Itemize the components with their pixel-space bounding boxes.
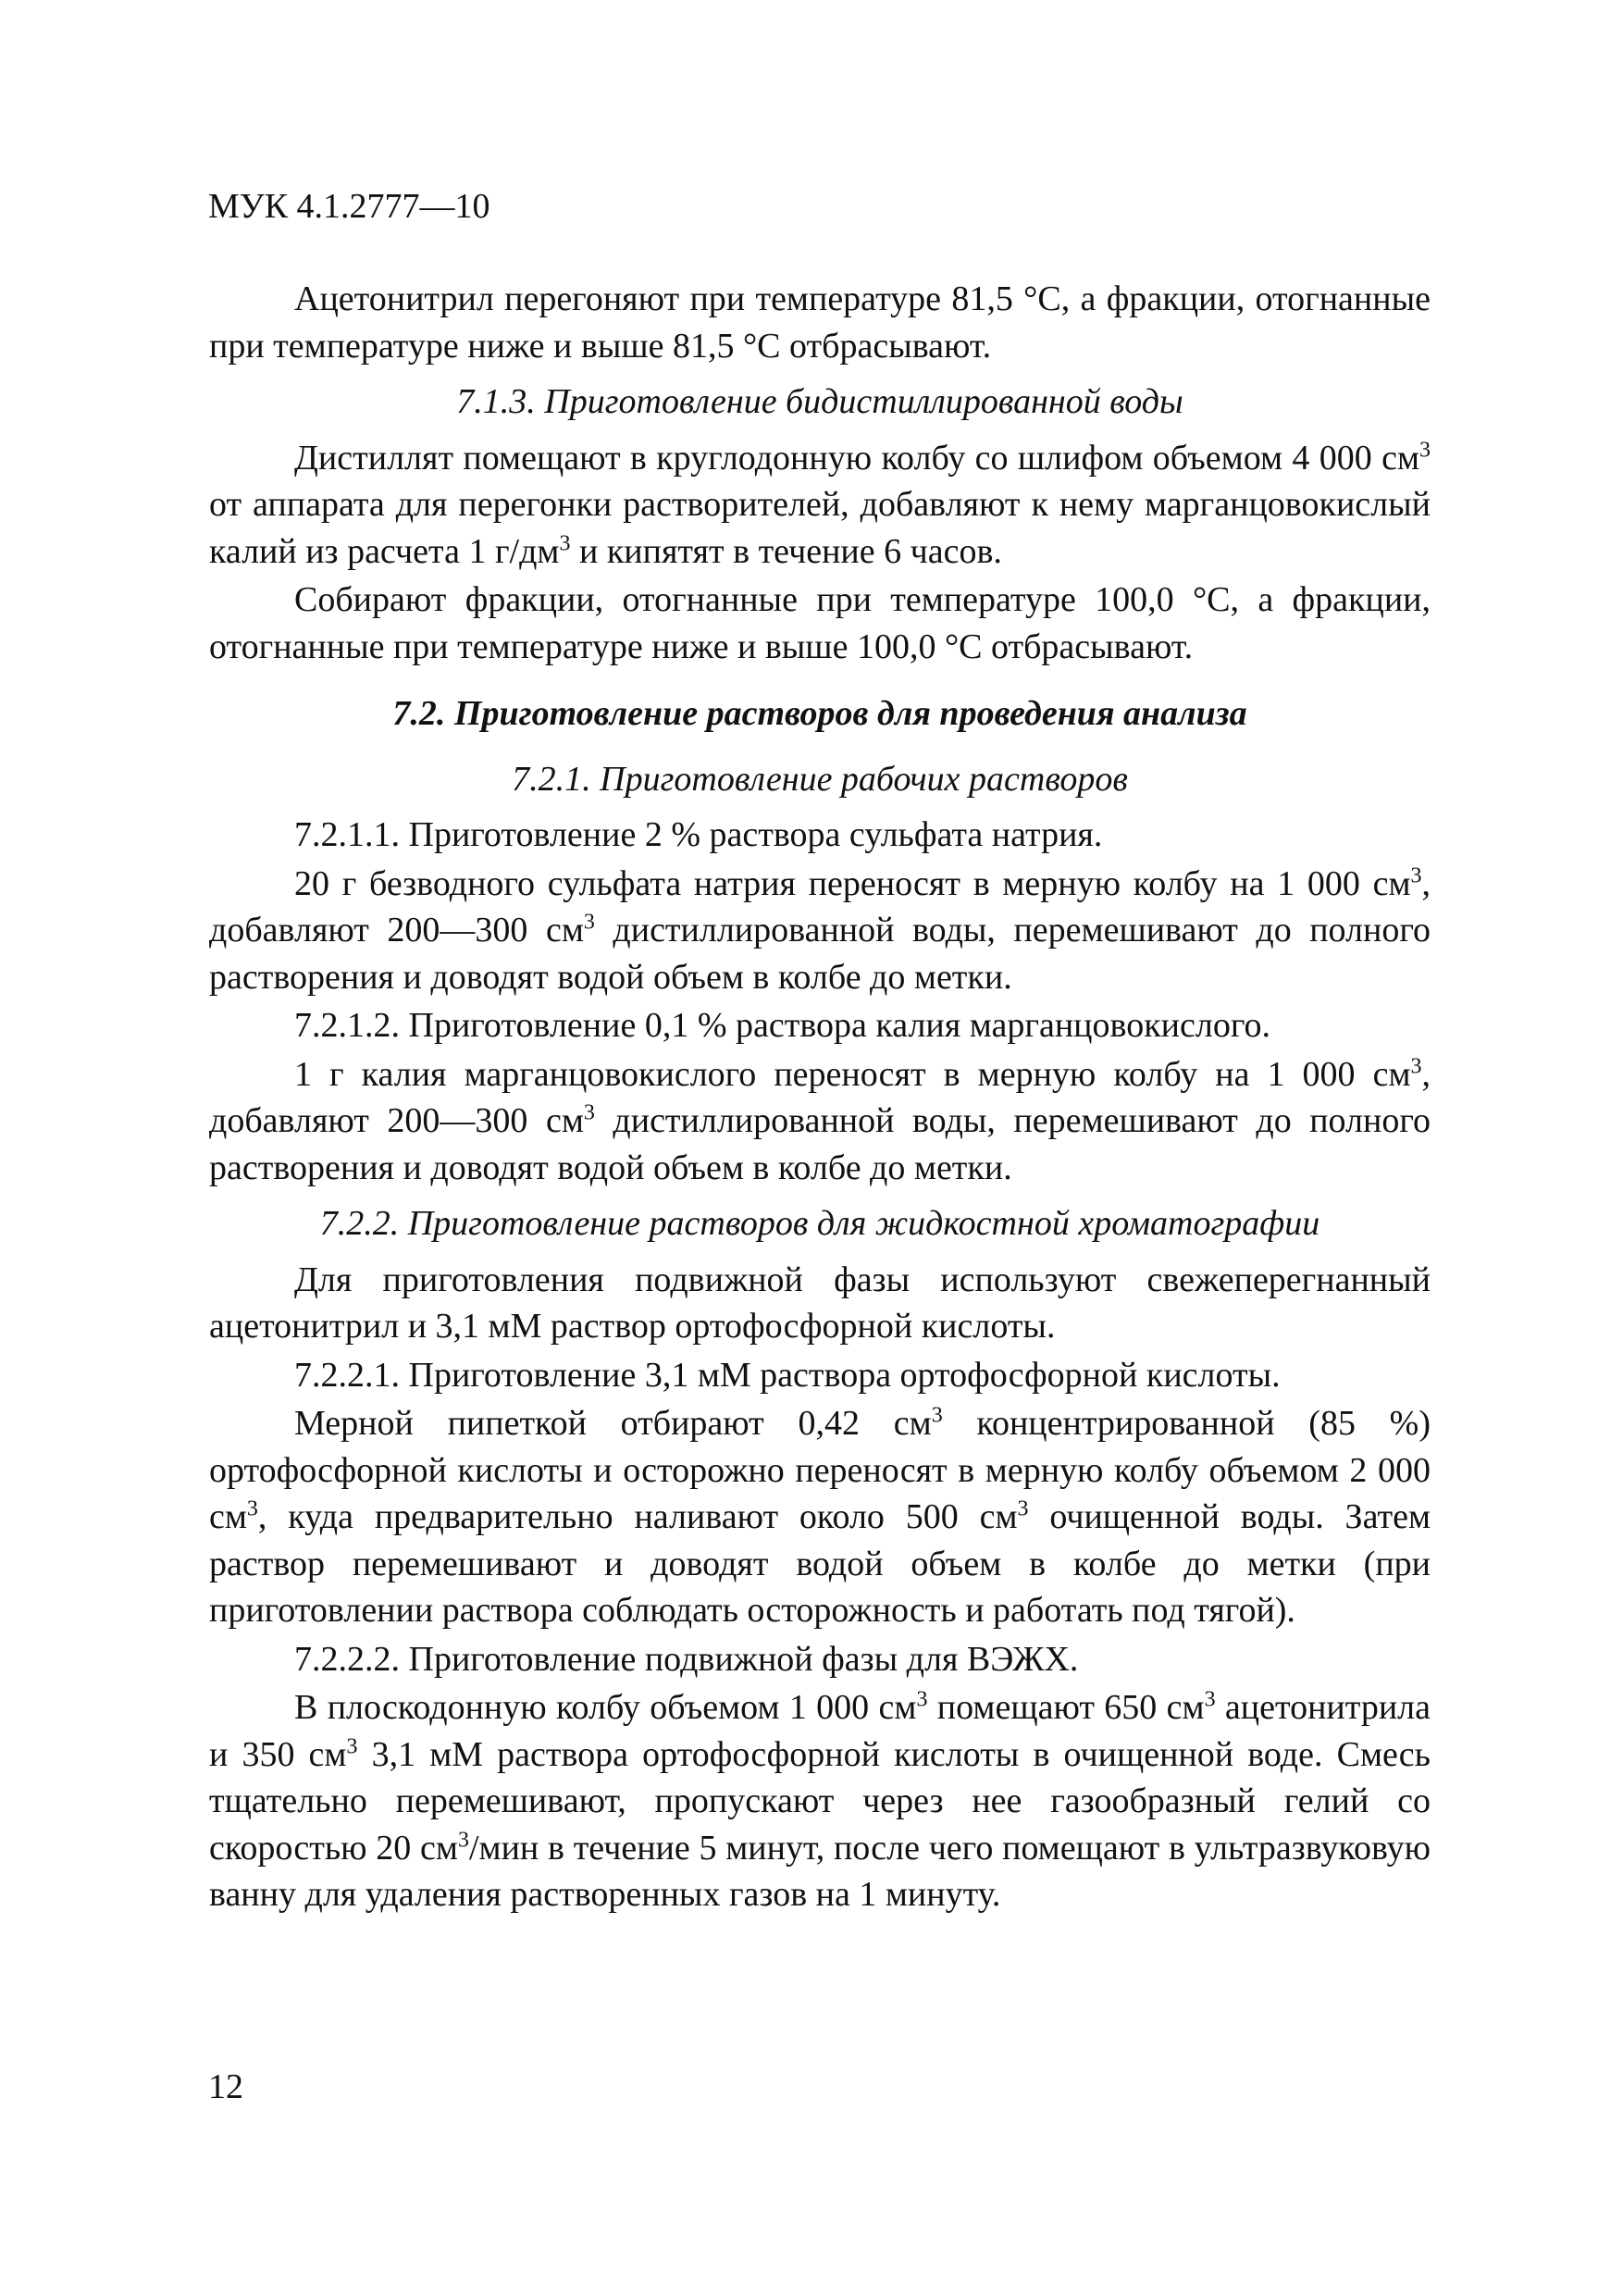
- heading-7-1-3: 7.1.3. Приготовление бидистиллированной воды: [456, 382, 1183, 421]
- paragraph-acetonitrile-distillation: Ацетонитрил перегоняют при температуре 81,5 °С, а фракции, отогнанные при температуре ниже и выше 81,5 °С отбрасывают.: [209, 279, 1431, 366]
- running-header: МУК 4.1.2777—10: [208, 187, 490, 226]
- superscript: 3: [559, 530, 571, 555]
- paragraph-mobile-phase-preparation: В плоскодонную колбу объемом 1 000 $см^3$ помещают 650 $см^3$ ацетонитрила и 350 $см^3$ 3,1 мМ раствора ортофосфорной кислоты в очищенной воде. Смесь тщательно перемешивают, пропускают через нее газообразный гелий со скоростью 20 $см^3$/мин в течение 5 минут, после чего помещают в ультразвуковую ванну для удаления растворенных газов на 1 минуту.: [209, 1687, 1431, 1914]
- superscript: 3: [1017, 1496, 1029, 1521]
- paragraph-mobile-phase-intro: Для приготовления подвижной фазы используют свежеперегнанный ацетонитрил и 3,1 мМ раствор ортофосфорной кислоты.: [209, 1260, 1431, 1346]
- paragraph-7-2-2-1: 7.2.2.1. Приготовление 3,1 мМ раствора ортофосфорной кислоты.: [294, 1355, 1281, 1395]
- paragraph-7-2-2-2: 7.2.2.2. Приготовление подвижной фазы для ВЭЖХ.: [294, 1639, 1079, 1679]
- paragraph-7-2-1-1: 7.2.1.1. Приготовление 2 % раствора сульфата натрия.: [294, 815, 1103, 854]
- heading-7-2-2: 7.2.2. Приготовление растворов для жидкостной хроматографии: [319, 1204, 1320, 1243]
- page-number: 12: [208, 2067, 243, 2106]
- paragraph-phosphoric-acid: Мерной пипеткой отбирают 0,42 $см^3$ концентрированной (85 %) ортофосфорной кислоты и осторожно переносят в мерную колбу объемом 2 000 $см^3$, куда предварительно наливают около 500 $см^3$ очищенной воды. Затем раствор перемешивают и доводят водой объем в колбе до метки (при приготовлении раствора соблюдать осторожность и работать под тягой).: [209, 1403, 1431, 1630]
- superscript: 3: [457, 1827, 469, 1852]
- heading-7-2-1: 7.2.1. Приготовление рабочих растворов: [512, 759, 1128, 799]
- paragraph-distillate: Дистиллят помещают в круглодонную колбу со шлифом объемом 4 000 $см^3$ от аппарата для перегонки растворителей, добавляют к нему марганцовокислый калий из расчета 1 $г/дм^3$ и кипятят в течение 6 часов.: [209, 437, 1431, 571]
- paragraph-potassium-permanganate: 1 г калия марганцовокислого переносят в мерную колбу на 1 000 $см^3$, добавляют 200—300 $см^3$ дистиллированной воды, перемешивают до полного растворения и доводят водой объем в колбе до метки.: [209, 1053, 1431, 1187]
- paragraph-7-2-1-2: 7.2.1.2. Приготовление 0,1 % раствора калия марганцовокислого.: [294, 1006, 1270, 1045]
- superscript: 3: [583, 1100, 595, 1125]
- superscript: 3: [916, 1687, 928, 1712]
- paragraph-sodium-sulfate: 20 г безводного сульфата натрия переносят в мерную колбу на 1 000 $см^3$, добавляют 200—300 $см^3$ дистиллированной воды, перемешивают до полного растворения и доводят водой объем в колбе до метки.: [209, 863, 1431, 997]
- superscript: 3: [583, 910, 595, 935]
- superscript: 3: [1419, 437, 1431, 462]
- superscript: 3: [1410, 1053, 1422, 1078]
- superscript: 3: [346, 1733, 358, 1758]
- superscript: 3: [931, 1403, 943, 1428]
- body-text: [209, 276, 1431, 1920]
- paragraph-collect-fractions: Собирают фракции, отогнанные при температуре 100,0 °С, а фракции, отогнанные при температуре ниже и выше 100,0 °С отбрасывают.: [209, 580, 1431, 666]
- heading-7-2: 7.2. Приготовление растворов для проведения анализа: [392, 694, 1247, 733]
- superscript: 3: [1204, 1687, 1216, 1712]
- superscript: 3: [246, 1496, 258, 1521]
- superscript: 3: [1410, 863, 1422, 887]
